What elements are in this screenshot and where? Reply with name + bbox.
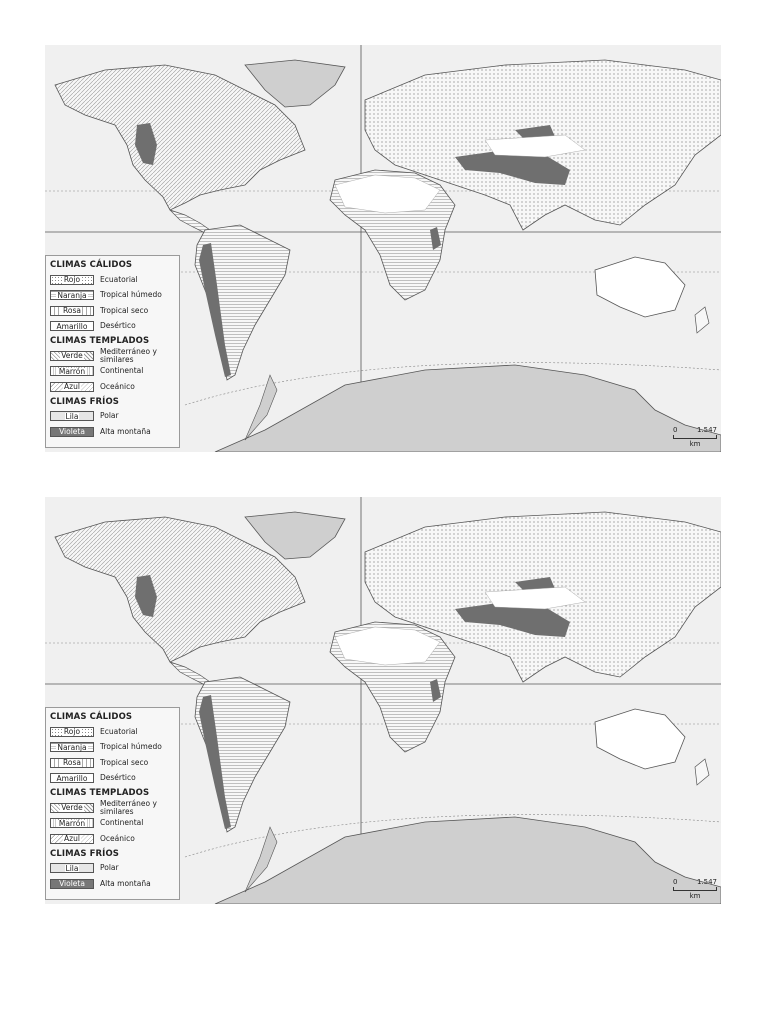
antarctica-landmass — [215, 817, 721, 904]
legend-item — [50, 831, 175, 847]
scale-start-label: 0 — [673, 878, 678, 886]
legend-climate-label: Mediterráneo y similares — [100, 346, 157, 364]
legend-swatch-color-name: Amarillo — [56, 773, 88, 783]
legend-swatch — [50, 834, 94, 844]
legend-climate-label: Continental — [100, 366, 144, 376]
legend-swatch — [50, 427, 94, 437]
legend-item — [50, 816, 175, 832]
legend-swatch-color-name: Rosa — [63, 758, 81, 767]
legend-swatch-color-name: Verde — [61, 803, 83, 812]
legend-item — [50, 364, 175, 380]
legend-swatch — [50, 727, 94, 737]
legend-climate-label: Continental — [100, 818, 144, 828]
legend-climate-label: Tropical húmedo — [100, 290, 162, 300]
legend-swatch-color-name: Azul — [64, 834, 80, 843]
legend-group-title: CLIMAS CÁLIDOS — [50, 260, 133, 270]
legend-group-title: CLIMAS CÁLIDOS — [50, 712, 133, 722]
legend-swatch — [50, 290, 94, 300]
legend-group-title: CLIMAS FRÍOS — [50, 396, 119, 407]
legend-item — [50, 348, 175, 364]
scale-bar-line — [673, 435, 717, 439]
climate-legend — [45, 255, 180, 448]
legend-swatch-color-name: Lila — [65, 411, 79, 421]
legend-swatch-color-name: Marrón — [58, 818, 86, 828]
scale-bar — [673, 426, 717, 448]
legend-swatch-color-name: Azul — [64, 382, 80, 391]
scale-bar — [673, 878, 717, 900]
legend-climate-label: Oceánico — [100, 381, 135, 391]
legend-swatch — [50, 411, 94, 421]
scale-start-label: 0 — [673, 426, 678, 434]
scale-unit-label: km — [689, 440, 701, 448]
world-climate-map-bottom — [45, 497, 721, 904]
legend-swatch — [50, 742, 94, 752]
legend-swatch — [50, 803, 94, 813]
legend-swatch-color-name: Marrón — [58, 366, 86, 376]
legend-swatch-color-name: Lila — [65, 863, 79, 873]
legend-swatch-color-name: Rosa — [63, 306, 81, 315]
world-climate-map-top — [45, 45, 721, 452]
legend-climate-label: Tropical húmedo — [100, 742, 162, 752]
legend-climate-label: Ecuatorial — [100, 726, 138, 736]
legend-group-title: CLIMAS TEMPLADOS — [50, 788, 150, 798]
australia-landmass — [595, 709, 685, 769]
new-zealand-landmass — [695, 307, 709, 333]
legend-climate-label: Tropical seco — [100, 305, 149, 315]
legend-item — [50, 409, 175, 425]
new-zealand-landmass — [695, 759, 709, 785]
legend-group-title: CLIMAS TEMPLADOS — [50, 336, 150, 346]
scale-end-label: 1.547 — [696, 878, 717, 886]
legend-swatch-color-name: Naranja — [57, 290, 87, 300]
scale-unit-label: km — [689, 892, 701, 900]
legend-climate-label: Ecuatorial — [100, 274, 138, 284]
scale-end-label: 1.547 — [696, 426, 717, 434]
legend-swatch-color-name: Violeta — [59, 427, 85, 436]
legend-item — [50, 800, 175, 816]
legend-item — [50, 288, 175, 304]
legend-item — [50, 272, 175, 288]
legend-swatch — [50, 306, 94, 316]
legend-group-title: CLIMAS FRÍOS — [50, 848, 119, 859]
australia-landmass — [595, 257, 685, 317]
legend-swatch-color-name: Rojo — [63, 727, 81, 736]
legend-climate-label: Desértico — [100, 773, 136, 783]
legend-item — [50, 740, 175, 756]
legend-climate-label: Tropical seco — [100, 757, 149, 767]
central-america-landmass — [170, 210, 210, 233]
legend-item — [50, 319, 175, 335]
legend-swatch — [50, 275, 94, 285]
legend-swatch — [50, 863, 94, 873]
legend-climate-label: Alta montaña — [100, 878, 151, 888]
legend-item — [50, 424, 175, 440]
legend-climate-label: Polar — [100, 863, 119, 873]
legend-climate-label: Mediterráneo y similares — [100, 798, 157, 816]
legend-swatch-color-name: Rojo — [63, 275, 81, 284]
climate-legend — [45, 707, 180, 900]
legend-swatch-color-name: Verde — [61, 351, 83, 360]
legend-item — [50, 861, 175, 877]
legend-climate-label: Polar — [100, 411, 119, 421]
legend-swatch — [50, 351, 94, 361]
legend-swatch-color-name: Violeta — [59, 879, 85, 888]
legend-swatch — [50, 366, 94, 376]
legend-swatch-color-name: Naranja — [57, 742, 87, 752]
legend-swatch — [50, 321, 94, 331]
legend-item — [50, 771, 175, 787]
legend-swatch — [50, 773, 94, 783]
legend-climate-label: Oceánico — [100, 833, 135, 843]
legend-swatch — [50, 818, 94, 828]
legend-swatch — [50, 758, 94, 768]
legend-item — [50, 379, 175, 395]
legend-item — [50, 724, 175, 740]
legend-item — [50, 303, 175, 319]
legend-swatch — [50, 879, 94, 889]
legend-swatch-color-name: Amarillo — [56, 321, 88, 331]
legend-swatch — [50, 382, 94, 392]
legend-item — [50, 755, 175, 771]
legend-climate-label: Alta montaña — [100, 426, 151, 436]
legend-item — [50, 876, 175, 892]
legend-climate-label: Desértico — [100, 321, 136, 331]
scale-bar-line — [673, 887, 717, 891]
central-america-landmass — [170, 662, 210, 685]
antarctica-landmass — [215, 365, 721, 452]
